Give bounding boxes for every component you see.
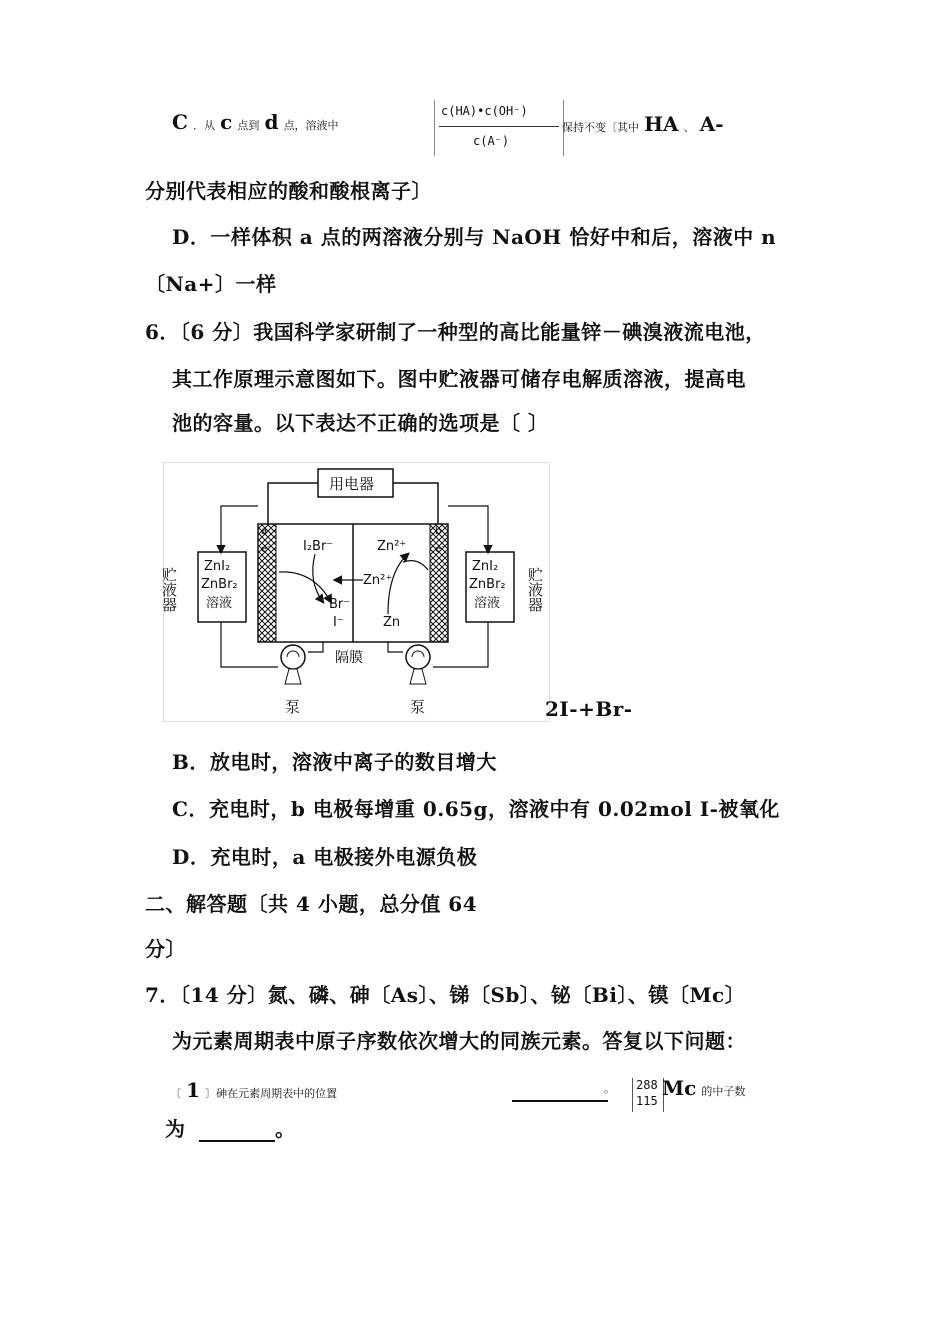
- left-res-content-1: ZnI₂: [204, 559, 231, 574]
- option-c-suffix: [562, 112, 724, 136]
- ha-label: HA: [644, 112, 679, 136]
- species-zn2-top: Zn²⁺: [377, 539, 407, 554]
- point-d: d: [264, 110, 279, 134]
- sub1-text: 〕砷在元素周期表中的位置: [205, 1087, 338, 1100]
- a-minus-label: A-: [699, 112, 724, 136]
- option-text: 点，溶液中: [283, 119, 339, 132]
- section2-line1: 二、解答题〔共 4 小题，总分值 64: [145, 892, 478, 916]
- question6-option-d: D．充电时，a 电极接外电源负极: [172, 845, 478, 869]
- option-text: ．从: [193, 119, 216, 132]
- battery-diagram: [160, 462, 550, 722]
- ratio-fraction: [434, 100, 564, 156]
- species-br: Br⁻: [329, 597, 351, 612]
- question7-sub1: [170, 1078, 337, 1102]
- option-text: 点到: [237, 119, 260, 132]
- option-letter: C: [172, 110, 188, 134]
- right-res-content-1: ZnI₂: [472, 559, 499, 574]
- species-i2br: I₂Br⁻: [303, 539, 334, 554]
- species-zn: Zn: [383, 615, 401, 630]
- question6-line3: 池的容量。以下表达不正确的选项是〔 〕: [172, 411, 549, 435]
- sub1-dot: 。: [604, 1082, 615, 1095]
- nuclide-notation: [632, 1078, 664, 1112]
- electrode-a-label: a: [261, 526, 268, 537]
- left-res-content-3: 溶液: [206, 596, 233, 611]
- option-d-line1: D．一样体积 a 点的两溶液分别与 NaOH 恰好中和后，溶液中 n: [172, 225, 777, 249]
- right-res-content-3: 溶液: [474, 596, 501, 611]
- right-pump: [406, 645, 430, 669]
- separator: 、: [683, 121, 695, 134]
- electron-b: e⁻: [435, 544, 447, 555]
- atomic-number: 115: [636, 1094, 658, 1108]
- question7-line-end: [165, 1113, 295, 1142]
- question7-line2: 为元素周期表中原子序数依次增大的同族元素。答复以下问题：: [172, 1029, 746, 1053]
- fraction-bar: [439, 126, 559, 127]
- mass-number: 288: [636, 1078, 658, 1092]
- option-c-line: [172, 110, 339, 134]
- left-pump-label: 泵: [285, 698, 301, 716]
- option-d-line2: 〔Na+〕一样: [145, 272, 277, 296]
- sub1-number: 1: [186, 1078, 201, 1102]
- left-reservoir-label: 贮液器: [160, 567, 178, 612]
- electrode-b-label: b: [435, 526, 442, 537]
- line-end-prefix: 为: [165, 1117, 186, 1141]
- electrode-b: [430, 524, 448, 642]
- section2-line2: 分〕: [145, 937, 186, 961]
- left-pump: [281, 645, 305, 669]
- answer-blank-neutrons[interactable]: [199, 1122, 275, 1142]
- question6-line1: 6．〔6 分〕我国科学家研制了一种型的高比能量锌－碘溴液流电池，: [145, 320, 766, 344]
- right-res-content-2: ZnBr₂: [469, 577, 506, 592]
- sub1-open: 〔: [170, 1087, 181, 1100]
- right-reservoir-label: 贮液器: [526, 567, 544, 612]
- option-c-continuation: 分别代表相应的酸和酸根离子〕: [145, 179, 432, 203]
- fraction-numerator: c(HA)•c(OH⁻): [441, 104, 528, 118]
- element-line: [662, 1076, 745, 1100]
- question6-option-c: C．充电时，b 电极每增重 0.65g，溶液中有 0.02mol I-被氧化: [172, 797, 780, 821]
- option-a-fragment: 2I-+Br-: [545, 697, 633, 721]
- line-end-suffix: 。: [274, 1117, 296, 1141]
- right-pump-label: 泵: [410, 698, 426, 716]
- fraction-denominator: c(A⁻): [473, 134, 510, 148]
- question6-line2: 其工作原理示意图如下。图中贮液器可储存电解质溶液，提高电: [172, 367, 746, 391]
- species-zn2-mid: Zn²⁺: [363, 573, 393, 588]
- species-i: I⁻: [333, 615, 344, 630]
- neutron-text: 的中子数: [701, 1085, 746, 1098]
- membrane-label: 隔膜: [335, 650, 363, 666]
- electrode-a: [258, 524, 276, 642]
- electron-a: e⁻: [261, 544, 273, 555]
- load-label: 用电器: [329, 475, 375, 493]
- element-symbol: Mc: [662, 1076, 697, 1100]
- option-text: 保持不变〔其中: [562, 121, 639, 134]
- question6-option-b: B．放电时，溶液中离子的数目增大: [172, 750, 497, 774]
- point-c: c: [220, 110, 233, 134]
- answer-blank-position[interactable]: [512, 1084, 608, 1102]
- left-res-content-2: ZnBr₂: [201, 577, 238, 592]
- question7-line1: 7．〔14 分〕氮、磷、砷〔As〕、锑〔Sb〕、铋〔Bi〕、镆〔Mc〕: [145, 983, 746, 1007]
